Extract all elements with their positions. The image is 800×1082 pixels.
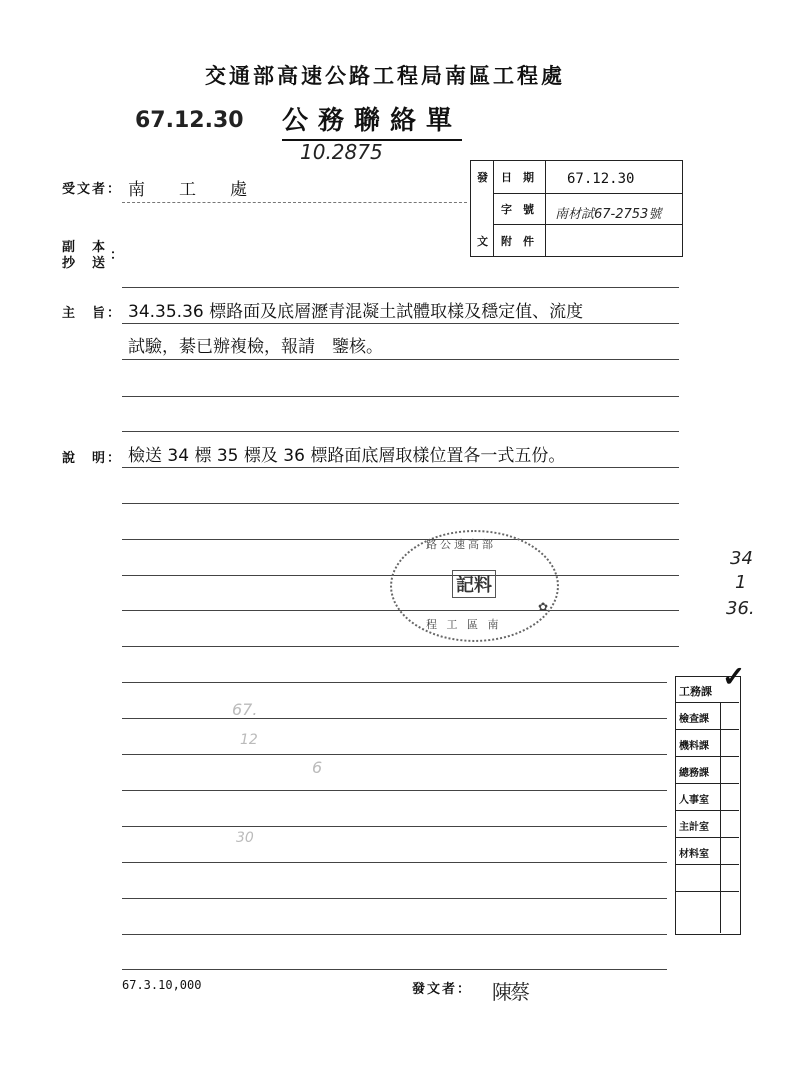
rule-19: [122, 969, 667, 970]
rule-11: [122, 682, 667, 683]
recipient-underline: [122, 202, 467, 203]
faint-note-3: 6: [312, 758, 323, 777]
routing-box-divider: [720, 702, 721, 933]
recipient-label: 受文者：: [62, 182, 123, 197]
routing-row-2: 機料課: [679, 741, 709, 752]
subject-label: 主 旨：: [62, 306, 123, 321]
issue-side-bottom: 文: [477, 235, 488, 248]
rule-15: [122, 826, 667, 827]
rule-12: [122, 718, 667, 719]
faint-note-4: 30: [236, 830, 254, 846]
recipient-value: 南 工 處: [128, 180, 247, 200]
print-code: 67.3.10,000: [122, 978, 202, 992]
handwritten-number: 10.2875: [300, 140, 383, 164]
issue-box: [470, 160, 683, 257]
cc-label: 抄 送: [62, 256, 108, 271]
rule-2: [122, 359, 679, 360]
organization-title: 交通部高速公路工程局南區工程處: [205, 63, 565, 88]
margin-note-1: 34: [730, 548, 753, 569]
attach-label: 附 件: [501, 235, 534, 248]
margin-note-2: 1: [735, 572, 747, 593]
routing-row-line-5: [675, 810, 739, 811]
issue-box-divider-2: [545, 161, 546, 256]
rule-6: [122, 503, 679, 504]
seal-top-text: 路公速高部: [426, 538, 496, 551]
rule-1: [122, 323, 679, 324]
routing-row-line-2: [675, 729, 739, 730]
rule-7: [122, 539, 679, 540]
rule-13: [122, 754, 667, 755]
routing-row-3: 總務課: [679, 768, 709, 779]
seal-flower-icon: ✿: [538, 600, 549, 614]
routing-row-6: 材料室: [679, 849, 709, 860]
margin-note-3: 36.: [726, 598, 755, 619]
subject-line-2: 試驗，綦已辦複檢，報請 鑒核。: [128, 337, 383, 357]
routing-row-line-3: [675, 756, 739, 757]
issue-box-row-1: [493, 193, 682, 194]
routing-row-line-1: [675, 702, 739, 703]
explanation-line-1: 檢送 34 標 35 標及 36 標路面底層取樣位置各一式五份。: [128, 446, 566, 466]
copies-colon: ：: [110, 248, 126, 263]
checkmark-icon: ✓: [722, 660, 746, 693]
rule-5: [122, 467, 679, 468]
seal-center-text: 記料: [452, 570, 496, 598]
date-value: 67.12.30: [567, 171, 635, 187]
copies-label: 副 本: [62, 240, 108, 255]
routing-header: 工務課: [679, 685, 712, 698]
rule-14: [122, 790, 667, 791]
routing-row-1: 檢查課: [679, 714, 709, 725]
routing-row-line-7: [675, 864, 739, 865]
routing-row-5: 主計室: [679, 822, 709, 833]
faint-note-2: 12: [240, 732, 258, 748]
rule-16: [122, 862, 667, 863]
sender-signature: 陳蔡: [492, 980, 528, 1004]
issue-box-divider-1: [493, 161, 494, 256]
rule-3: [122, 396, 679, 397]
number-value: 南材試67-2753號: [555, 207, 662, 222]
explanation-label: 說 明：: [62, 451, 123, 466]
issue-side-top: 發: [477, 171, 488, 184]
form-title: 公務聯絡單: [282, 100, 462, 141]
office-seal: [390, 530, 559, 642]
date-label: 日 期: [501, 171, 534, 184]
stamp-date: 67.12.30: [135, 108, 244, 133]
number-label: 字 號: [501, 203, 534, 216]
sender-label: 發文者：: [412, 982, 473, 997]
seal-bottom-text: 程 工 區 南: [426, 618, 502, 631]
routing-row-line-4: [675, 783, 739, 784]
subject-top-rule: [122, 287, 679, 288]
rule-18: [122, 934, 667, 935]
routing-row-line-8: [675, 891, 739, 892]
rule-17: [122, 898, 667, 899]
routing-row-4: 人事室: [679, 795, 709, 806]
issue-box-row-2: [493, 224, 682, 225]
faint-note-1: 67.: [232, 700, 258, 719]
routing-row-line-6: [675, 837, 739, 838]
subject-line-1: 34.35.36 標路面及底層瀝青混凝土試體取樣及穩定值、流度: [128, 302, 584, 322]
rule-10: [122, 646, 679, 647]
rule-4: [122, 431, 679, 432]
